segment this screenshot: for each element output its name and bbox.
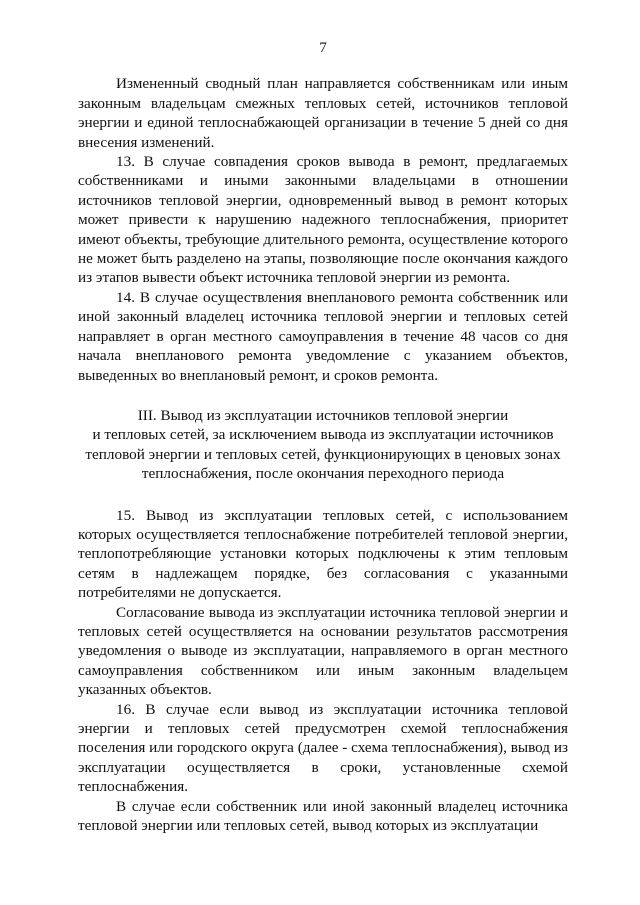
page-number: 7	[319, 39, 327, 56]
paragraph-plan-changes: Измененный сводный план направляется собственникам или иным законным владельцам смежных тепловых сетей, источников тепловой энергии и единой теплоснабжающей организации в течение 5 дней со дня внесения изменений.	[78, 75, 568, 151]
paragraph-approval: Согласование вывода из эксплуатации источника тепловой энергии и тепловых сетей осуществляется на основании результатов рассмотрения уведомления о выводе из эксплуатации, направляемого в орган местного самоуправления собственником или иным законным владельцем указанных объектов.	[78, 603, 568, 699]
paragraph-13: 13. В случае совпадения сроков вывода в ремонт, предлагаемых собственниками и иными законными владельцами в отношении источников тепловой энергии, одновременный вывод в ремонт которых может привести к нарушению надежного теплоснабжения, приоритет имеют объекты, требующие длительного ремонта, осуществление которого не может быть разделено на этапы, позволяющие после окончания каждого из этапов вывести объект источника тепловой энергии из ремонта.	[78, 153, 568, 287]
section-heading-line: тепловой энергии и тепловых сетей, функционирующих в ценовых зонах	[85, 445, 561, 463]
paragraph-owner-case: В случае если собственник или иной законный владелец источника тепловой энергии или тепловых сетей, вывод которых из эксплуатации	[78, 797, 568, 835]
section-heading-line: теплоснабжения, после окончания переходного периода	[141, 465, 505, 483]
section-heading-line: III. Вывод из эксплуатации источников тепловой энергии	[137, 406, 509, 424]
paragraph-15: 15. Вывод из эксплуатации тепловых сетей, с использованием которых осуществляется теплоснабжение потребителей тепловой энергии, теплопотребляющие установки которых подключены к этим тепловым сетям в надлежащем порядке, без согласования с указанными потребителями не допускается.	[78, 506, 568, 602]
section-heading-line: и тепловых сетей, за исключением вывода из эксплуатации источников	[92, 426, 554, 444]
paragraph-14: 14. В случае осуществления внепланового ремонта собственник или иной законный владелец источника тепловой энергии и тепловых сетей направляет в орган местного самоуправления в течение 48 часов со дня начала внепланового ремонта уведомление с указанием объектов, выведенных во внеплановый ремонт, и сроков ремонта.	[78, 288, 568, 384]
paragraph-16: 16. В случае если вывод из эксплуатации источника тепловой энергии и тепловых сетей предусмотрен схемой теплоснабжения поселения или городского округа (далее - схема теплоснабжения), вывод из эксплуатации осуществляется в сроки, установленные схемой теплоснабжения.	[78, 700, 568, 796]
section-heading	[78, 406, 568, 484]
